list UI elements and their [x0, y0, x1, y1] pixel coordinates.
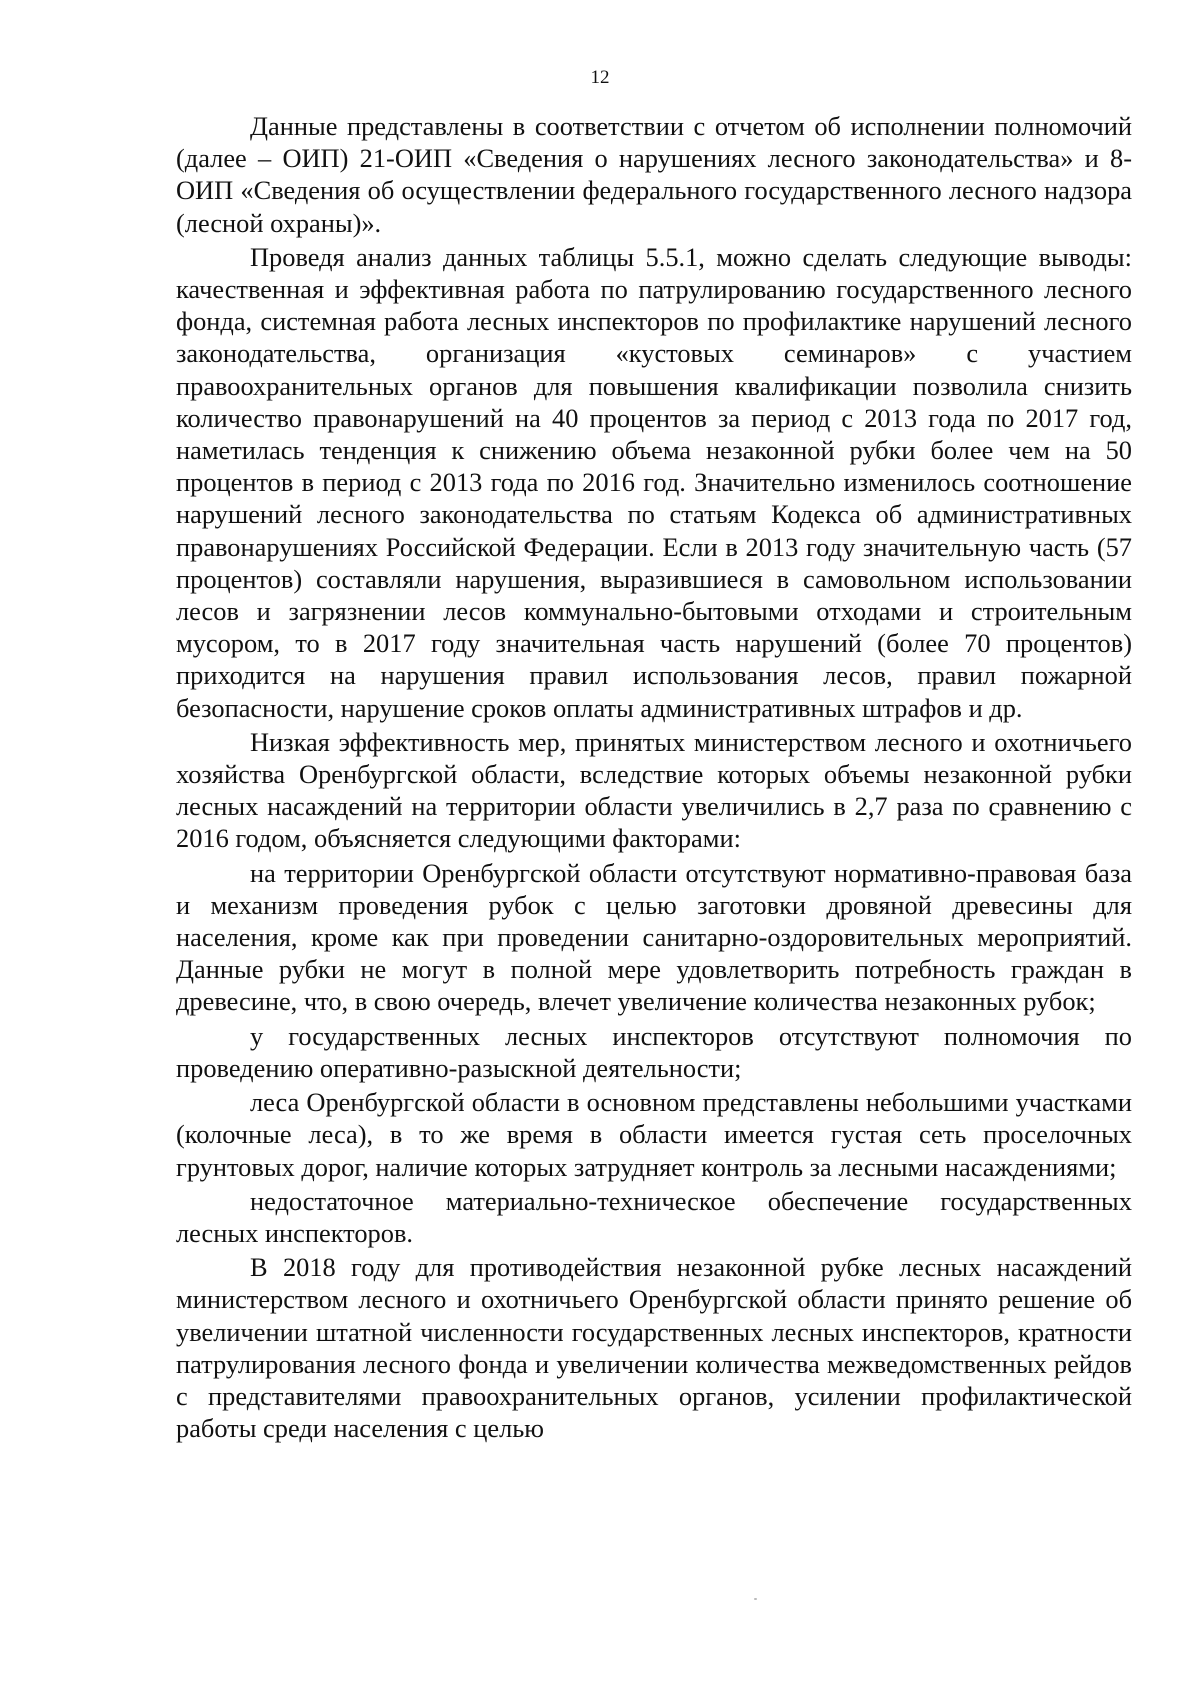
scan-artifact-dot	[754, 1598, 757, 1600]
page-number: 12	[590, 67, 610, 88]
paragraph-low-efficiency-factors: Низкая эффективность мер, принятых министерством лесного и охотничьего хозяйства Оренбургской области, вследствие которых объемы незаконной рубки лесных насаждений на территории области увеличились в 2,7 раза по сравнению с 2016 годом, объясняется следующими факторами:	[176, 726, 1132, 854]
paragraph-factor-regulatory-base: на территории Оренбургской области отсутствуют нормативно-правовая база и механизм проведения рубок с целью заготовки дровяной древесины для населения, кроме как при проведении санитарно-оздоровительных мероприятий. Данные рубки не могут в полной мере удовлетворить потребность граждан в древесине, что, в свою очередь, влечет увеличение количества незаконных рубок;	[176, 857, 1132, 1017]
paragraph-analysis-conclusions: Проведя анализ данных таблицы 5.5.1, можно сделать следующие выводы: качественная и эффективная работа по патрулированию государственного лесного фонда, системная работа лесных инспекторов по профилактике нарушений лесного законодательства, организация «кустовых семинаров» с участием правоохранительных органов для повышения квалификации позволила снизить количество правонарушений на 40 процентов за период с 2013 года по 2017 год, наметилась тенденция к снижению объема незаконной рубки более чем на 50 процентов в период с 2013 года по 2016 год. Значительно изменилось соотношение нарушений лесного законодательства по статьям Кодекса об административных правонарушениях Российской Федерации. Если в 2013 году значительную часть (57 процентов) составляли нарушения, выразившиеся в самовольном использовании лесов и загрязнении лесов коммунально-бытовыми отходами и строительным мусором, то в 2017 году значительная часть нарушений (более 70 процентов) приходится на нарушения правил использования лесов, правил пожарной безопасности, нарушение сроков оплаты административных штрафов и др.	[176, 241, 1132, 723]
body-text	[176, 110, 1132, 1444]
paragraph-measures-2018: В 2018 году для противодействия незаконной рубке лесных насаждений министерством лесного и охотничьего Оренбургской области принято решение об увеличении штатной численности государственных лесных инспекторов, кратности патрулирования лесного фонда и увеличении количества межведомственных рейдов с представителями правоохранительных органов, усилении профилактической работы среди населения с целью	[176, 1252, 1132, 1444]
paragraph-factor-inspector-powers: у государственных лесных инспекторов отсутствуют полномочия по проведению оперативно-разыскной деятельности;	[176, 1020, 1132, 1083]
paragraph-data-source: Данные представлены в соответствии с отчетом об исполнении полномочий (далее – ОИП) 21-ОИП «Сведения о нарушениях лесного законодательства» и 8-ОИП «Сведения об осуществлении федерального государственного лесного надзора (лесной охраны)».	[176, 111, 1132, 238]
paragraph-factor-forest-plots: леса Оренбургской области в основном представлены небольшими участками (колочные леса), в то же время в области имеется густая сеть проселочных грунтовых дорог, наличие которых затрудняет контроль за лесными насаждениями;	[176, 1087, 1132, 1182]
paragraph-factor-equipment: недостаточное материально-техническое обеспечение государственных лесных инспекторов.	[176, 1185, 1132, 1248]
